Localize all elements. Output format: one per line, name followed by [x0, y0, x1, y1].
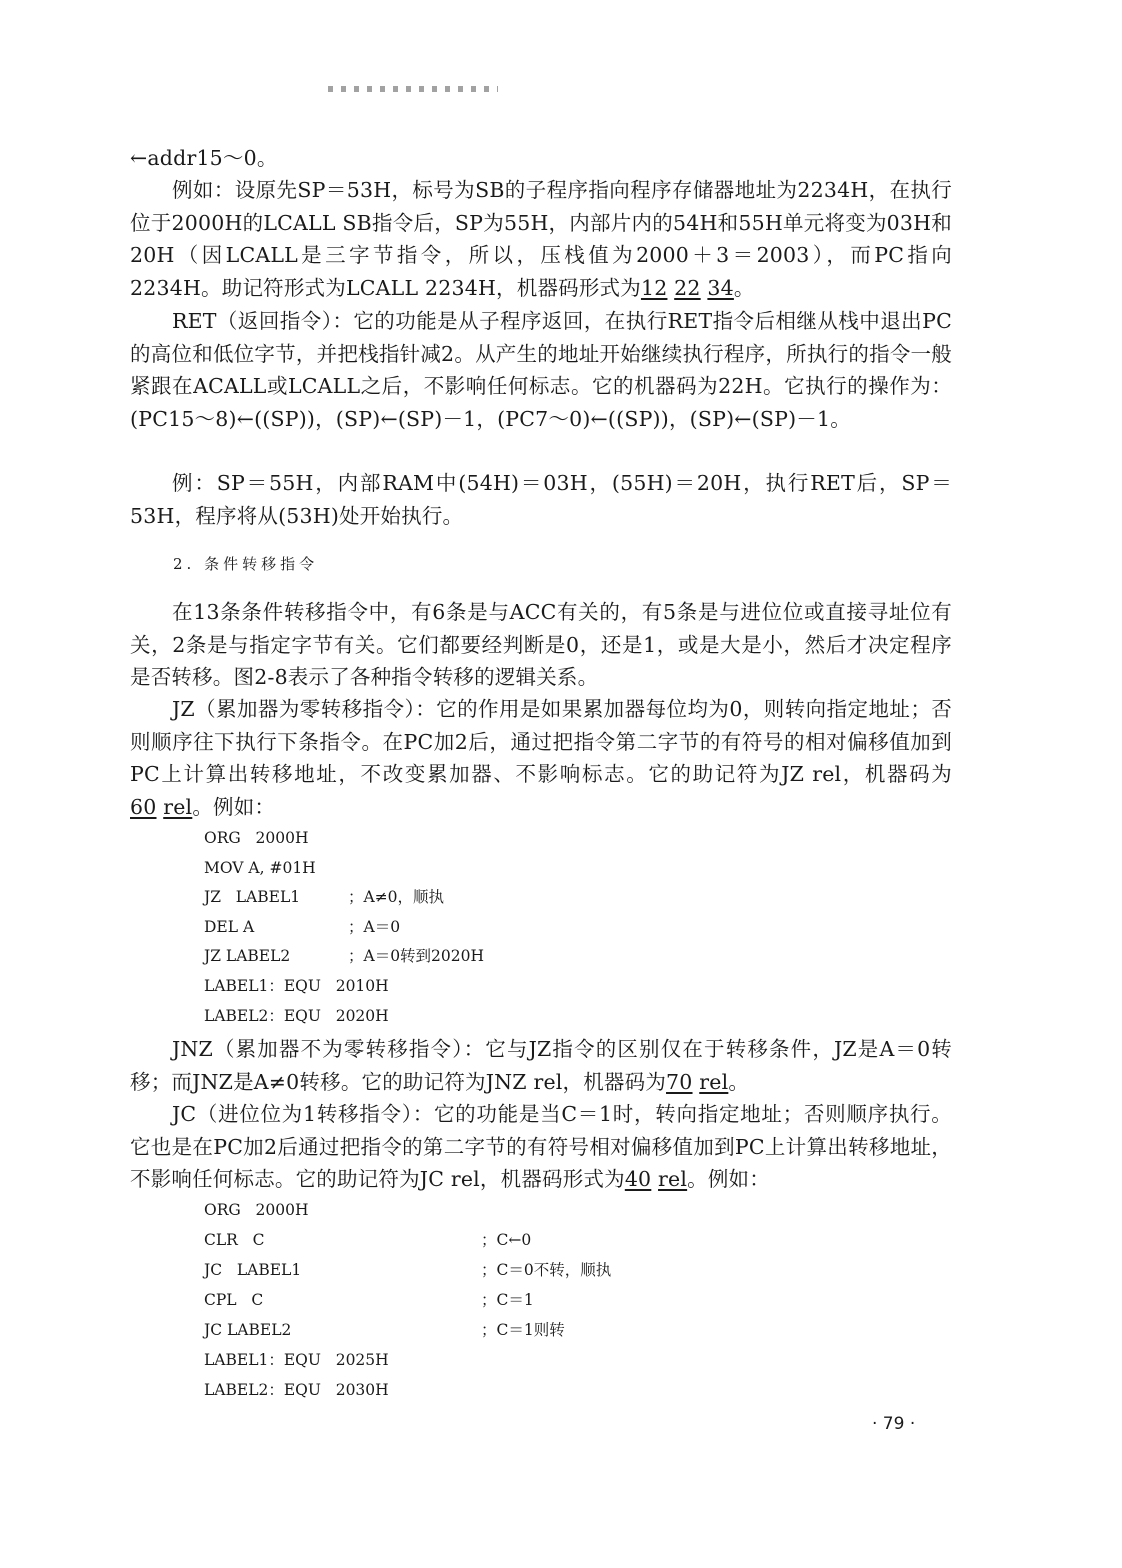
paragraph-text: 例：SP＝55H，内部RAM中(54H)＝03H，(55H)＝20H，执行RET后，SP＝53H，程序将从(53H)处开始执行。 — [130, 471, 952, 528]
code-comment: ；C＝1 — [481, 1291, 534, 1309]
paragraph-jnz — [130, 1033, 952, 1098]
code-instruction: JZ LABEL2 — [204, 947, 291, 966]
code-instruction: LABEL2：EQU 2030H — [204, 1381, 389, 1399]
paragraph-lcall-example — [130, 174, 952, 304]
code-instruction: JZ LABEL1 — [204, 888, 301, 907]
code-instruction: CLR C — [204, 1231, 265, 1249]
code-instruction: LABEL1：EQU 2025H — [204, 1351, 389, 1369]
paragraph-text: 在13条条件转移指令中，有6条是与ACC有关的，有5条是与进位位或直接寻址位有关，2条是与指定字节有关。它们都要经判断是0，还是1，或是大是小，然后才决定程序是否转移。图2-8表示了各种指令转移的逻辑关系。 — [130, 600, 952, 689]
code-comment: ；A＝0 — [348, 917, 401, 936]
section-heading: 2. 条件转移指令 — [173, 555, 319, 573]
paragraph-end: 。例如： — [687, 1167, 770, 1191]
machine-code-byte: 70 — [666, 1069, 693, 1094]
code-comment: ；C＝0不转，顺执 — [481, 1261, 612, 1279]
paragraph-end: 。 — [733, 275, 755, 300]
machine-code-byte: rel — [163, 794, 193, 819]
code-instruction: CPL C — [204, 1291, 264, 1309]
paragraph-text: JNZ（累加器不为零转移指令）：它与JZ指令的区别仅在于转移条件，JZ是A＝0转移；而JNZ是A≠0转移。它的助记符为JNZ rel，机器码为 — [130, 1037, 952, 1094]
machine-code-byte: rel — [658, 1167, 688, 1191]
code-instruction: DEL A — [204, 917, 255, 936]
paragraph-ret — [130, 305, 952, 435]
code-comment: ；C＝1则转 — [481, 1321, 565, 1339]
page-number: · 79 · — [872, 1414, 916, 1434]
paragraph-end: 。例如： — [192, 794, 276, 819]
code-instruction: LABEL1：EQU 2010H — [204, 976, 389, 995]
code-comment: ；C←0 — [481, 1231, 532, 1249]
code-instruction: JC LABEL1 — [204, 1261, 302, 1279]
machine-code-byte: 40 — [624, 1167, 652, 1191]
code-comment: ；A≠0，顺执 — [348, 888, 445, 907]
code-instruction: JC LABEL2 — [204, 1321, 292, 1339]
paragraph-end: 。 — [728, 1069, 750, 1094]
paragraph-text: JC（进位位为1转移指令）：它的功能是当C＝1时，转向指定地址；否则顺序执行。它也是在PC加2后通过把指令的第二字节的有符号相对偏移值加到PC上计算出转移地址，不影响任何标志。它的助记符为JC rel，机器码形式为 — [130, 1102, 952, 1191]
paragraph-text: RET（返回指令）：它的功能是从子程序返回，在执行RET指令后相继从栈中退出PC的高位和低位字节，并把栈指针减2。从产生的地址开始继续执行程序，所执行的指令一般紧跟在ACALL或LCALL之后，不影响任何标志。它的机器码为22H。它执行的操作为：(PC15～8)←((SP))，(SP)←(SP)－1，(PC7～0)←((SP))，(SP)←(SP)－1。 — [130, 309, 952, 431]
machine-code-byte: rel — [699, 1069, 729, 1094]
paragraph-ret-example — [130, 467, 952, 532]
scan-artifact-header — [328, 86, 498, 92]
paragraph-continuation — [130, 142, 952, 175]
addr-fragment: ←addr15～0。 — [130, 146, 278, 170]
paragraph-conditional-intro — [130, 596, 952, 694]
machine-code-byte: 22 — [674, 275, 701, 300]
paragraph-text: 例如：设原先SP＝53H，标号为SB的子程序指向程序存储器地址为2234H，在执行位于2000H的LCALL SB指令后，SP为55H，内部片内的54H和55H单元将变为03H和20H（因LCALL是三字节指令，所以，压栈值为2000＋3＝2003），而PC指向2234H。助记符形式为LCALL 2234H，机器码形式为 — [130, 178, 952, 300]
code-instruction: LABEL2：EQU 2020H — [204, 1006, 389, 1025]
paragraph-jz — [130, 693, 952, 823]
code-instruction: ORG 2000H — [204, 1201, 309, 1219]
machine-code-byte: 12 — [640, 275, 668, 300]
paragraph-jc — [130, 1098, 952, 1196]
machine-code-byte: 34 — [707, 275, 734, 300]
paragraph-text: JZ（累加器为零转移指令）：它的作用是如果累加器每位均为0，则转向指定地址；否则顺序往下执行下条指令。在PC加2后，通过把指令第二字节的有符号的相对偏移值加到PC上计算出转移地址，不改变累加器、不影响标志。它的助记符为JZ rel，机器码为 — [130, 697, 952, 786]
code-comment: ；A＝0转到2020H — [348, 947, 485, 966]
machine-code-byte: 60 — [130, 794, 157, 819]
code-instruction: MOV A, #01H — [204, 858, 316, 877]
code-instruction: ORG 2000H — [204, 829, 309, 847]
